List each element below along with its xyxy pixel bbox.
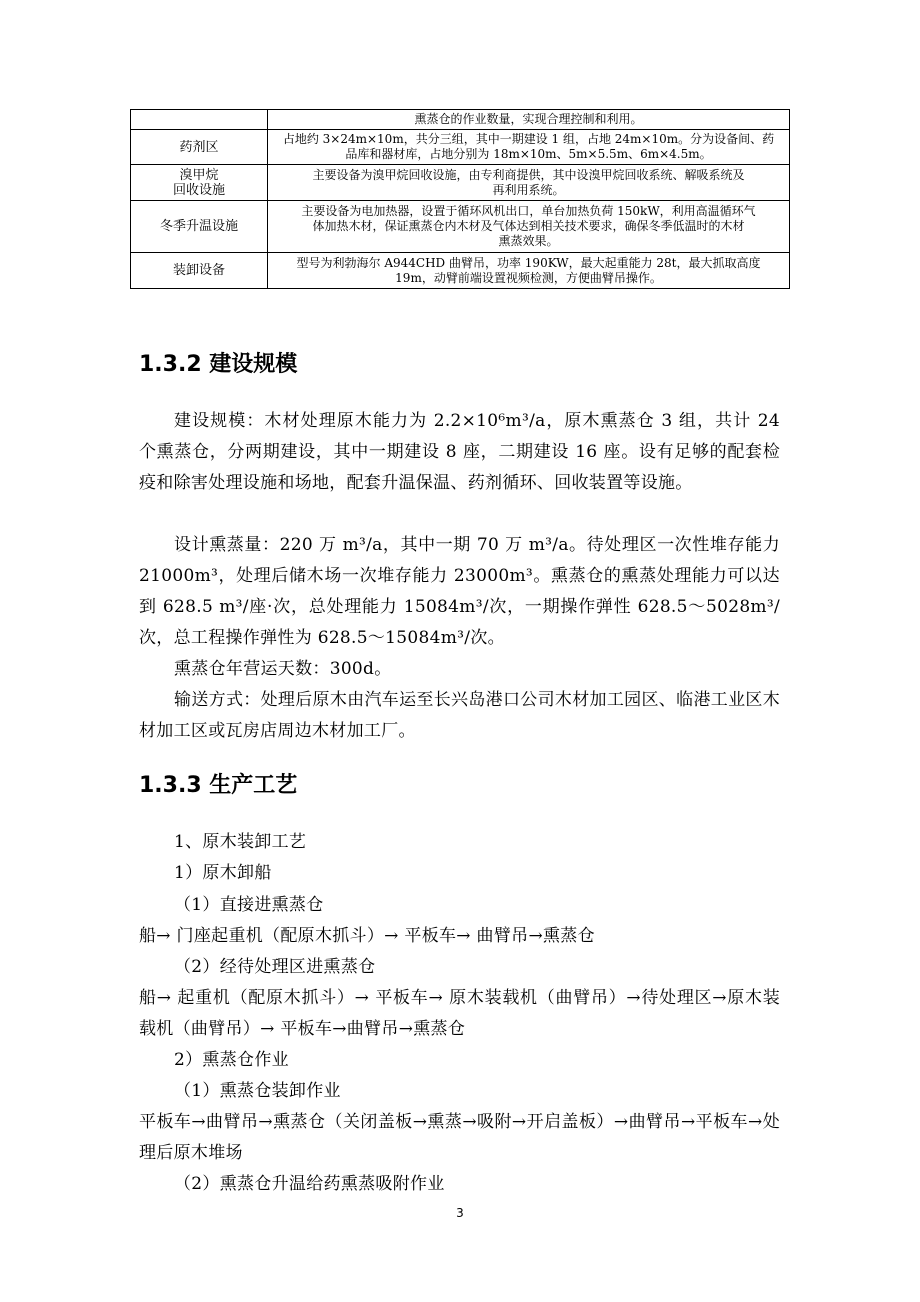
paragraph-construction-scale: 建设规模：木材处理原木能力为 2.2×10⁶m³/a，原木熏蒸仓 3 组，共计 24 个熏蒸仓，分两期建设，其中一期建设 8 座，二期建设 16 座。设有足够的配套检疫和除害处理设施和场地，配套升温保温、药剂循环、回收装置等设施。 [139,411,780,493]
process-flow-line: 船→ 门座起重机（配原木抓斗）→ 平板车→ 曲臂吊→熏蒸仓 [139,926,595,946]
table-row [131,201,790,253]
table-row [131,110,790,130]
table-cell-desc: 熏蒸仓的作业数量，实现合理控制和利用。 [268,110,790,130]
table-cell-desc: 主要设备为电加热器，设置于循环风机出口，单台加热负荷 150kW，利用高温循环气 体加热木材，保证熏蒸仓内木材及气体达到相关技术要求，确保冬季低温时的木材 熏蒸效果。 [268,201,790,253]
process-flow-line: 平板车→曲臂吊→熏蒸仓（关闭盖板→熏蒸→吸附→开启盖板）→曲臂吊→平板车→处理后原木堆场 [139,1112,780,1163]
process-flow-line: 船→ 起重机（配原木抓斗）→ 平板车→ 原木装载机（曲臂吊）→待处理区→原木装载机（曲臂吊）→ 平板车→曲臂吊→熏蒸仓 [139,988,780,1039]
process-line: （1）直接进熏蒸仓 [174,895,324,915]
process-line: 2）熏蒸仓作业 [174,1050,289,1070]
paragraph-transport-method: 输送方式：处理后原木由汽车运至长兴岛港口公司木材加工园区、临港工业区木材加工区或瓦房店周边木材加工厂。 [139,690,780,741]
section-heading-construction-scale: 1.3.2 建设规模 [139,352,298,377]
table-cell-label: 装卸设备 [131,253,268,289]
process-line: 1、原木装卸工艺 [174,832,307,852]
section-heading-production-process: 1.3.3 生产工艺 [139,773,298,798]
table-cell-label: 冬季升温设施 [131,201,268,253]
table-cell-label: 药剂区 [131,130,268,165]
process-line: （2）熏蒸仓升温给药熏蒸吸附作业 [174,1174,445,1194]
table-cell-desc: 型号为利勃海尔 A944CHD 曲臂吊，功率 190KW，最大起重能力 28t，最大抓取高度 19m，动臂前端设置视频检测，方便曲臂吊操作。 [268,253,790,289]
page-number: 3 [456,1206,464,1220]
paragraph-fumigation-volume: 设计熏蒸量：220 万 m³/a，其中一期 70 万 m³/a。待处理区一次性堆存能力 21000m³，处理后储木场一次堆存能力 23000m³。熏蒸仓的熏蒸处理能力可以达到 628.5 m³/座·次，总处理能力 15084m³/次，一期操作弹性 628.5～5028m³/次，总工程操作弹性为 628.5～15084m³/次。 [139,535,780,648]
table-cell-desc: 占地约 3×24m×10m，共分三组，其中一期建设 1 组，占地 24m×10m。分为设备间、药 品库和器材库，占地分别为 18m×10m、5m×5.5m、6m×4.5m。 [268,130,790,165]
table-row [131,253,790,289]
table-cell-label: 溴甲烷 回收设施 [131,165,268,201]
paragraph-operating-days: 熏蒸仓年营运天数：300d。 [174,659,392,679]
table-row [131,165,790,201]
table-row [131,130,790,165]
process-line: 1）原木卸船 [174,863,272,883]
process-line: （2）经待处理区进熏蒸仓 [174,957,376,977]
facility-spec-table [130,109,790,289]
table-cell-desc: 主要设备为溴甲烷回收设施，由专利商提供，其中设溴甲烷回收系统、解吸系统及 再利用系统。 [268,165,790,201]
process-line: （1）熏蒸仓装卸作业 [174,1081,341,1101]
table-cell-label [131,110,268,130]
